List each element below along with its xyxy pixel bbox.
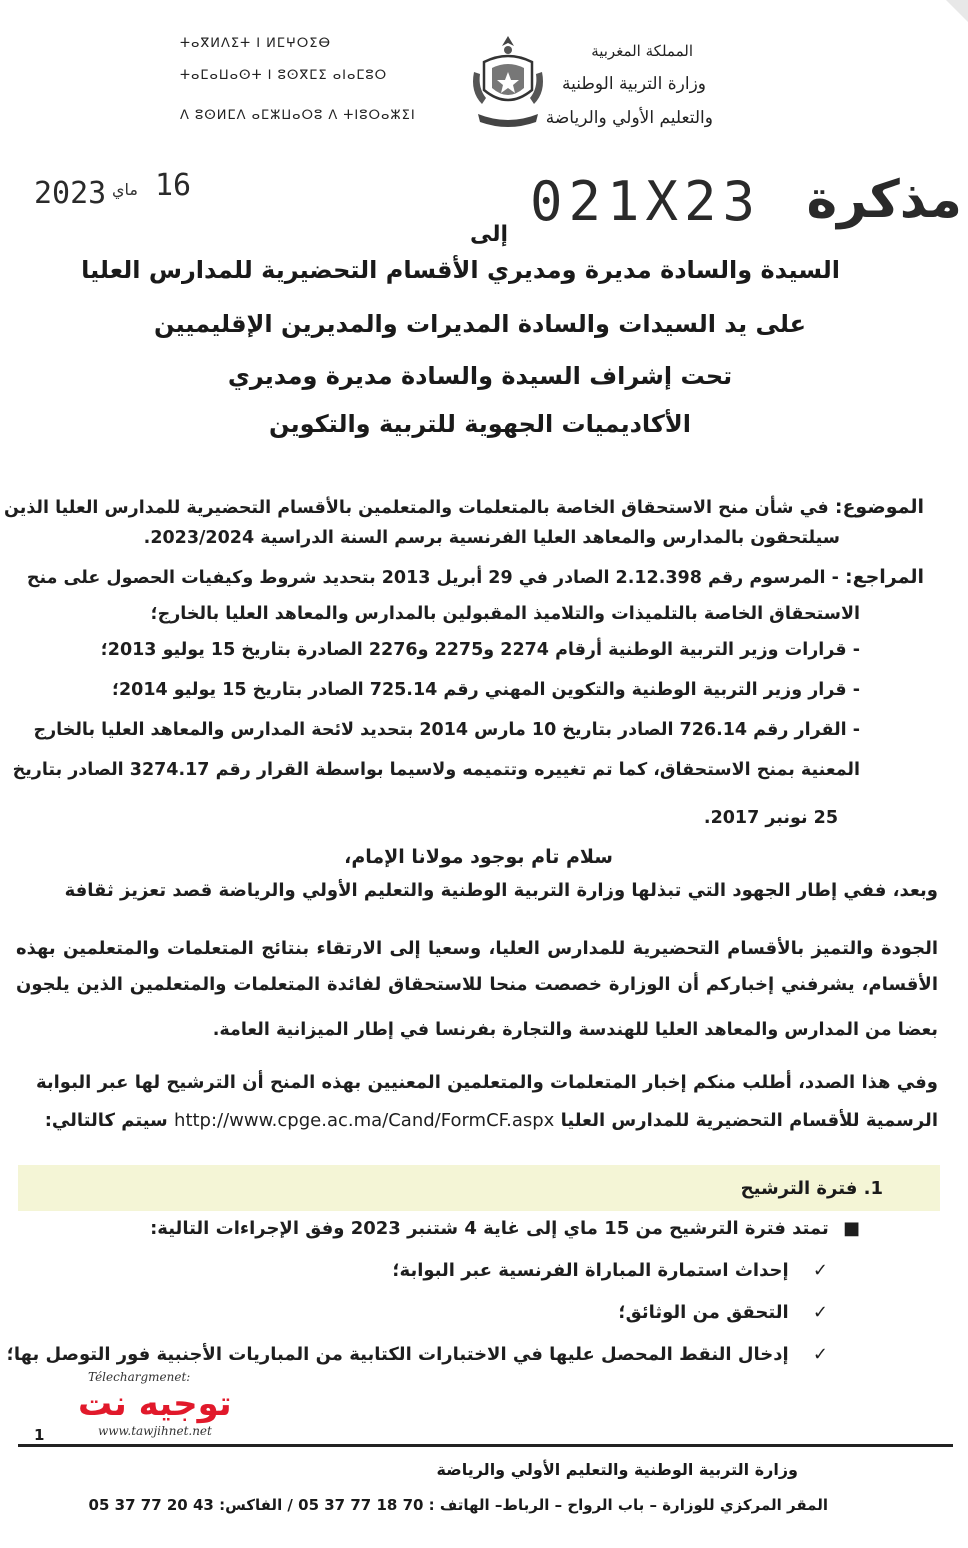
references-line-4: - قرار وزير التربية الوطنية والتكوين المهني رقم 725.14 الصادر بتاريخ 15 يوليو 2014؛ <box>112 680 860 700</box>
references-line-3: - قرارات وزير التربية الوطنية أرقام 2274 و2275 و2276 الصادرة بتاريخ 15 يوليو 2013؛ <box>100 640 860 660</box>
paragraph-2-end-text: سيتم كالتالي: <box>44 1110 168 1131</box>
page-number: 1 <box>34 1426 45 1444</box>
addressee-line-3: تحت إشراف السيدة والسادة مديرة ومديري <box>227 362 733 390</box>
section-1-title: 1. فترة الترشيح <box>740 1178 883 1199</box>
subject-label: الموضوع: <box>834 496 924 518</box>
checklist-item-1 <box>392 1260 828 1281</box>
subject-text-1: في شأن منح الاستحقاق الخاصة بالمتعلمات والمتعلمين بالأقسام التحضيرية للمدارس العليا الذين <box>4 498 829 518</box>
memo-number: 021X23 <box>530 170 762 233</box>
footer-divider <box>18 1444 953 1447</box>
header-kingdom: المملكة المغربية <box>591 42 693 60</box>
references-line-6: المعنية بمنح الاستحقاق، كما تم تغييره وتتميمه ولاسيما بواسطة القرار رقم 3274.17 الصادر بتاريخ <box>12 760 860 780</box>
subject-line-2: سيلتحقون بالمدارس والمعاهد العليا الفرنسية برسم السنة الدراسية 2023/2024. <box>143 528 840 548</box>
section-1-bullet <box>150 1218 860 1239</box>
royal-emblem-icon <box>468 32 548 132</box>
paragraph-1-line-1: وبعد، ففي إطار الجهود التي تبذلها وزارة التربية الوطنية والتعليم الأولي والرياضة قصد تعزيز ثقافة <box>64 880 938 901</box>
references-line-5: - القرار رقم 726.14 الصادر بتاريخ 10 مارس 2014 بتحديد لائحة المدارس والمعاهد العليا بالخارج <box>33 720 860 740</box>
paragraph-1-line-4: بعضا من المدارس والمعاهد العليا للهندسة والتجارة بفرنسا في إطار الميزانية العامة. <box>212 1020 938 1040</box>
references-label: المراجع: <box>845 566 924 588</box>
addressee-line-4: الأكاديميات الجهوية للتربية والتكوين <box>269 410 691 438</box>
header-ministry-continued: والتعليم الأولي والرياضة <box>545 108 713 128</box>
memo-date-year: 2023 <box>34 176 107 211</box>
references-line-1 <box>27 566 924 588</box>
references-line-2: الاستحقاق الخاصة بالتلميذات والتلاميذ المقبولين بالمدارس والمعاهد العليا بالخارج؛ <box>150 604 860 624</box>
paragraph-1-line-2: الجودة والتميز بالأقسام التحضيرية للمدارس العليا، وسعيا إلى الارتقاء بنتائج المتعلمات والمتعلمين بهذه <box>16 938 938 959</box>
checkmark-icon: ✓ <box>812 1260 828 1281</box>
memo-date-month: ماي <box>112 180 138 199</box>
watermark-logo: توجيه نت <box>78 1384 232 1424</box>
addressee-line-2: على يد السيدات والسادة المديرات والمديرين الإقليميين <box>153 310 807 338</box>
checkmark-icon: ✓ <box>812 1302 828 1323</box>
header-tifinagh-line2: ⵜⴰⵎⴰⵡⴰⵙⵜ ⵏ ⵓⵙⴳⵎⵉ ⴰⵏⴰⵎⵓⵔ <box>180 68 388 83</box>
paragraph-2-portal-text: الرسمية للأقسام التحضيرية للمدارس العليا <box>560 1110 938 1131</box>
references-text-1: - المرسوم رقم 2.12.398 الصادر في 29 أبريل 2013 بتحديد شروط وكيفيات الحصول على منح <box>26 568 839 588</box>
page-corner-fold <box>946 0 968 22</box>
checklist-item-3 <box>7 1344 828 1365</box>
watermark-site[interactable]: www.tawjihnet.net <box>98 1424 212 1438</box>
greeting: سلام تام بوجود مولانا الإمام، <box>344 846 613 868</box>
header-tifinagh-line3: ⴷ ⵓⵙⵍⵎⴷ ⴰⵎⵣⵡⴰⵔⵓ ⴷ ⵜⵏⵓⵔⴰⵣⵉⵏ <box>180 108 416 123</box>
footer-ministry: وزارة التربية الوطنية والتعليم الأولي والرياضة <box>436 1460 798 1479</box>
watermark-download-label: Télechargmenet: <box>88 1370 191 1384</box>
memo-date-day: 16 <box>155 168 192 203</box>
section-1-bullet-text: تمتد فترة الترشيح من 15 ماي إلى غاية 4 شتنبر 2023 وفق الإجراءات التالية: <box>150 1218 829 1239</box>
memo-label: مذكرة <box>806 170 962 230</box>
checklist-item-1-text: إحداث استمارة المباراة الفرنسية عبر البوابة؛ <box>392 1260 789 1281</box>
header-ministry: وزارة التربية الوطنية <box>561 74 706 94</box>
checklist-item-2-text: التحقق من الوثائق؛ <box>618 1302 789 1323</box>
paragraph-2-line-2 <box>45 1110 938 1131</box>
header-tifinagh-line1: ⵜⴰⴳⵍⴷⵉⵜ ⵏ ⵍⵎⵖⵔⵉⴱ <box>180 36 332 51</box>
addressee-line-1: السيدة والسادة مديرة ومديري الأقسام التحضيرية للمدارس العليا <box>81 256 840 284</box>
checklist-item-2 <box>618 1302 828 1323</box>
square-bullet-icon: ■ <box>842 1218 860 1239</box>
paragraph-2-line-1: وفي هذا الصدد، أطلب منكم إخبار المتعلمات والمتعلمين المعنيين بهذه المنح أن الترشيح لها عبر البوابة <box>35 1072 938 1093</box>
memo-to: إلى <box>470 222 509 247</box>
portal-url-link[interactable]: http://www.cpge.ac.ma/Cand/FormCF.aspx <box>174 1110 555 1131</box>
checkmark-icon: ✓ <box>812 1344 828 1365</box>
paragraph-1-line-3: الأقسام، يشرفني إخباركم أن الوزارة خصصت منحا للاستحقاق لفائدة المتعلمات والمتعلمين الذين يلجون <box>16 974 938 995</box>
checklist-item-3-text: إدخال النقط المحصل عليها في الاختبارات الكتابية من المباريات الأجنبية فور التوصل بها؛ <box>6 1344 789 1365</box>
references-line-7: 25 نونبر 2017. <box>703 808 838 828</box>
footer-address: المقر المركزي للوزارة – باب الرواح – الرباط– الهاتف : 70 18 77 37 05 / الفاكس: 43 20 77 37 05 <box>88 1496 828 1514</box>
subject-line-1 <box>4 496 924 518</box>
